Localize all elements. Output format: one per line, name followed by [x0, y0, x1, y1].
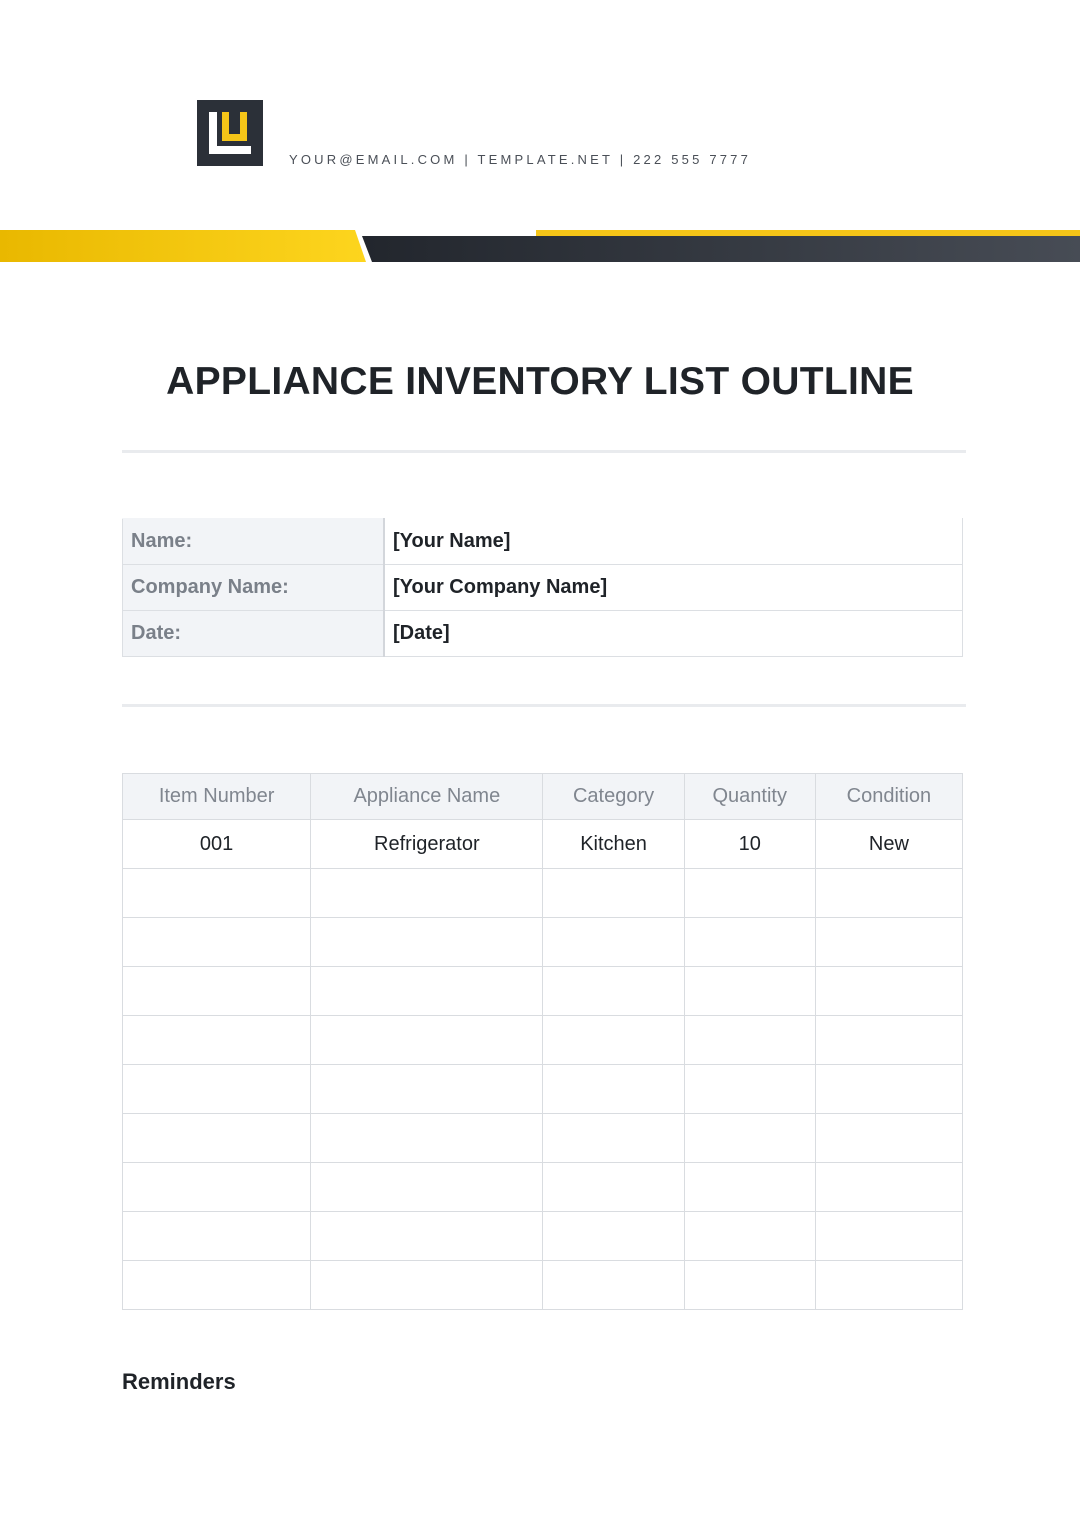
table-cell[interactable]: New — [815, 820, 962, 869]
logo-mark-icon — [197, 100, 263, 166]
table-row — [123, 1212, 963, 1261]
table-cell[interactable] — [543, 1016, 684, 1065]
divider-middle — [122, 704, 966, 707]
yellow-stripe — [0, 230, 366, 262]
table-cell[interactable] — [815, 1114, 962, 1163]
header-stripe-band — [0, 228, 1080, 264]
table-cell[interactable] — [815, 1212, 962, 1261]
table-cell[interactable] — [684, 967, 815, 1016]
table-cell[interactable] — [123, 918, 311, 967]
table-cell[interactable] — [543, 918, 684, 967]
company-logo — [197, 100, 263, 166]
table-row — [123, 1114, 963, 1163]
table-cell[interactable] — [311, 1163, 543, 1212]
table-cell[interactable] — [684, 869, 815, 918]
table-cell[interactable] — [123, 1261, 311, 1310]
table-cell[interactable] — [543, 967, 684, 1016]
table-cell[interactable] — [684, 1261, 815, 1310]
table-cell[interactable]: Kitchen — [543, 820, 684, 869]
column-header-appliance-name: Appliance Name — [311, 774, 543, 820]
info-row-name — [123, 519, 963, 565]
column-header-condition: Condition — [815, 774, 962, 820]
table-cell[interactable] — [311, 1016, 543, 1065]
table-cell[interactable] — [543, 1261, 684, 1310]
table-cell[interactable] — [543, 1114, 684, 1163]
info-value[interactable]: [Date] — [384, 611, 963, 657]
info-label: Company Name: — [123, 565, 385, 611]
table-row — [123, 1065, 963, 1114]
thin-yellow-stripe — [536, 230, 1080, 236]
table-cell[interactable] — [311, 1114, 543, 1163]
table-cell[interactable] — [815, 918, 962, 967]
table-cell[interactable] — [543, 869, 684, 918]
document-title: APPLIANCE INVENTORY LIST OUTLINE — [166, 360, 914, 403]
table-cell[interactable]: 10 — [684, 820, 815, 869]
info-label: Date: — [123, 611, 385, 657]
table-row — [123, 1163, 963, 1212]
info-label: Name: — [123, 519, 385, 565]
table-cell[interactable] — [815, 1016, 962, 1065]
column-header-category: Category — [543, 774, 684, 820]
table-row — [123, 1261, 963, 1310]
contact-info: YOUR@EMAIL.COM | TEMPLATE.NET | 222 555 7777 — [289, 152, 752, 167]
inventory-table — [122, 773, 963, 1310]
divider-top — [122, 450, 966, 453]
table-cell[interactable] — [311, 1261, 543, 1310]
info-value[interactable]: [Your Name] — [384, 519, 963, 565]
table-cell[interactable] — [815, 869, 962, 918]
table-cell[interactable] — [815, 967, 962, 1016]
table-cell[interactable] — [123, 967, 311, 1016]
table-cell[interactable] — [123, 1163, 311, 1212]
table-cell[interactable] — [684, 1212, 815, 1261]
table-cell[interactable] — [123, 1212, 311, 1261]
column-header-quantity: Quantity — [684, 774, 815, 820]
table-cell[interactable] — [543, 1163, 684, 1212]
info-value[interactable]: [Your Company Name] — [384, 565, 963, 611]
table-cell[interactable] — [123, 1065, 311, 1114]
table-cell[interactable]: 001 — [123, 820, 311, 869]
table-cell[interactable] — [123, 1114, 311, 1163]
table-row — [123, 869, 963, 918]
info-row-company — [123, 565, 963, 611]
inventory-header-row — [123, 774, 963, 820]
table-cell[interactable] — [684, 918, 815, 967]
table-row — [123, 820, 963, 869]
table-row — [123, 918, 963, 967]
table-cell[interactable] — [123, 1016, 311, 1065]
dark-stripe — [362, 236, 1080, 262]
table-cell[interactable] — [311, 1065, 543, 1114]
table-cell[interactable] — [543, 1212, 684, 1261]
info-row-date — [123, 611, 963, 657]
table-cell[interactable] — [815, 1065, 962, 1114]
table-cell[interactable] — [311, 1212, 543, 1261]
table-cell[interactable] — [684, 1065, 815, 1114]
info-table — [122, 518, 963, 657]
table-cell[interactable] — [543, 1065, 684, 1114]
table-cell[interactable]: Refrigerator — [311, 820, 543, 869]
table-cell[interactable] — [311, 869, 543, 918]
table-cell[interactable] — [311, 918, 543, 967]
table-row — [123, 967, 963, 1016]
table-cell[interactable] — [815, 1163, 962, 1212]
table-cell[interactable] — [684, 1163, 815, 1212]
table-cell[interactable] — [684, 1016, 815, 1065]
column-header-item-number: Item Number — [123, 774, 311, 820]
table-cell[interactable] — [815, 1261, 962, 1310]
table-cell[interactable] — [123, 869, 311, 918]
reminders-heading: Reminders — [122, 1369, 236, 1394]
table-row — [123, 1016, 963, 1065]
table-cell[interactable] — [684, 1114, 815, 1163]
table-cell[interactable] — [311, 967, 543, 1016]
